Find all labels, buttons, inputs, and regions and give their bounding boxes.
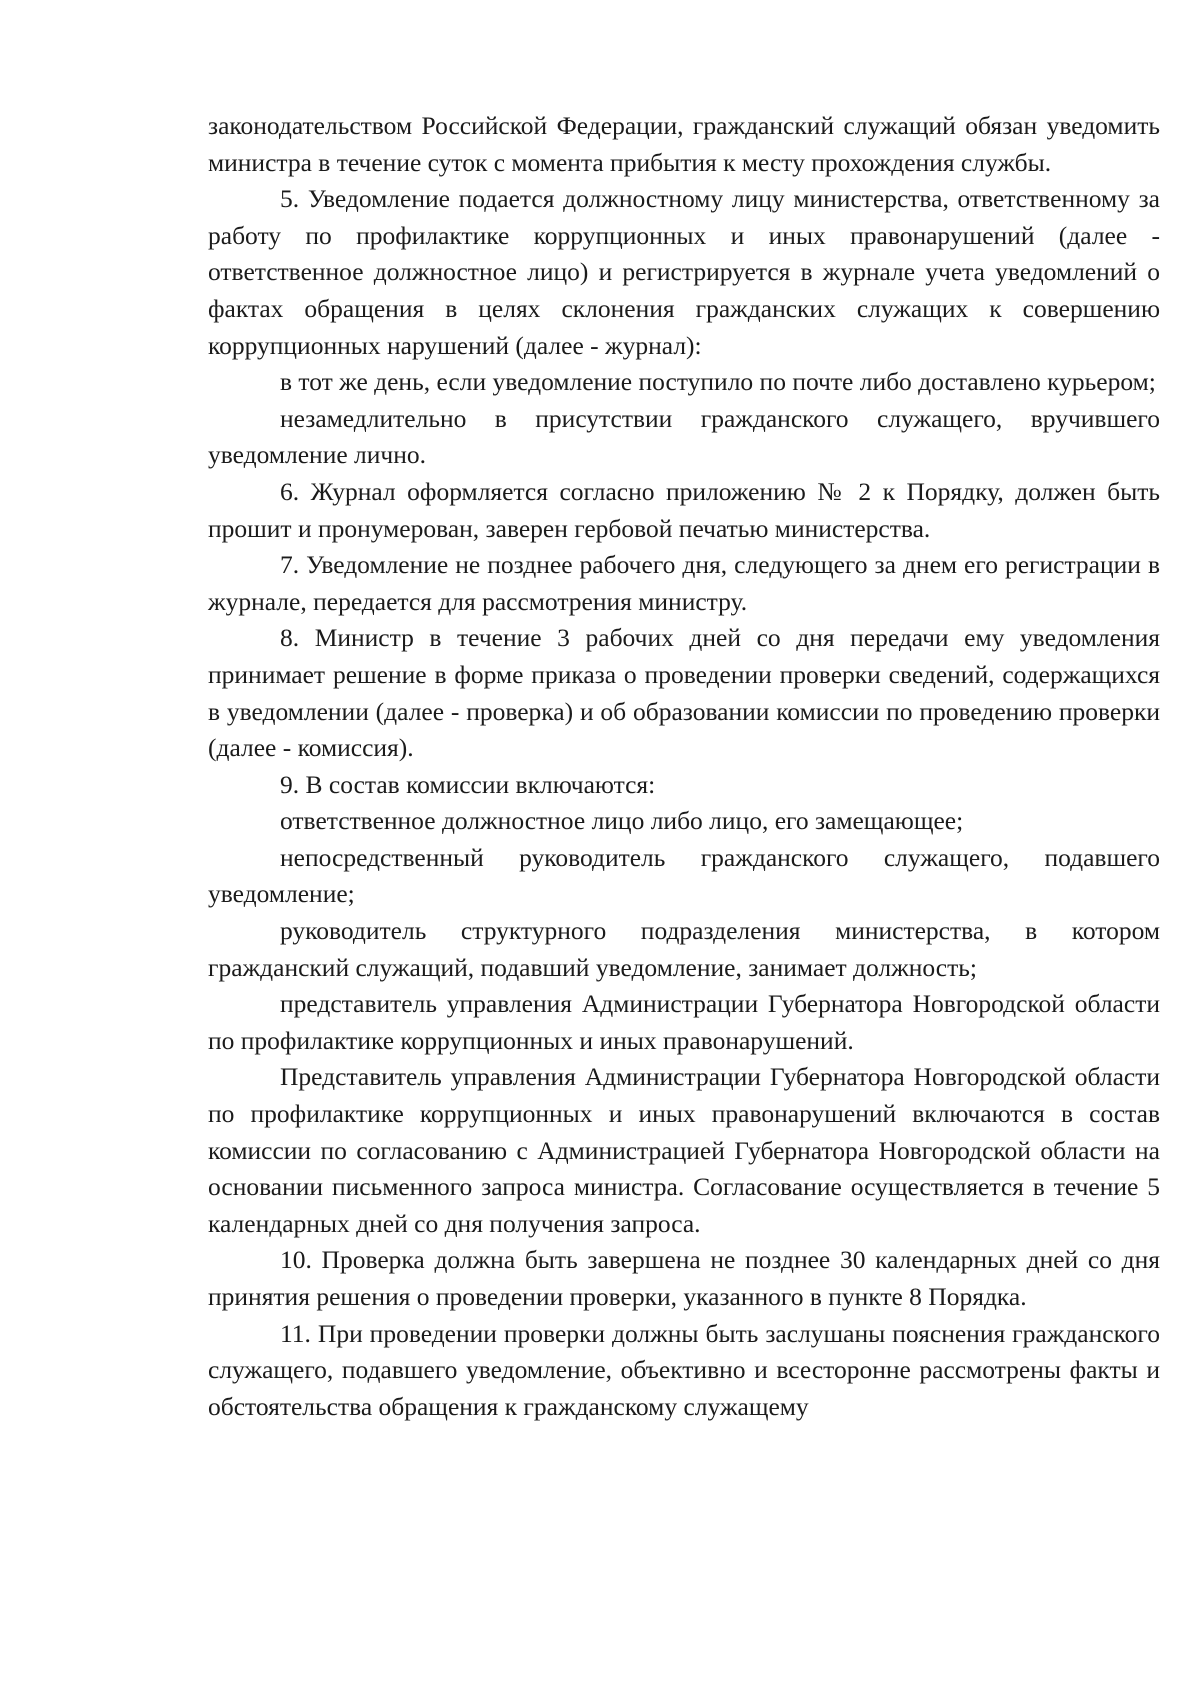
paragraph-commission-member-1: ответственное должностное лицо либо лицо, его замещающее; — [280, 806, 964, 836]
document-body — [208, 108, 1160, 1425]
paragraph-continuation: законодательством Российской Федерации, гражданский служащий обязан уведомить министра в течение суток с момента прибытия к месту прохождения службы. — [208, 111, 1160, 177]
paragraph-commission-member-2: непосредственный руководитель гражданского служащего, подавшего уведомление; — [208, 842, 1160, 909]
paragraph-item-9: 9. В состав комиссии включаются: — [280, 769, 656, 799]
paragraph-commission-member-3: руководитель структурного подразделения министерства, в котором гражданский служащий, подавший уведомление, занимает должность; — [208, 916, 1160, 982]
paragraph-item-5: 5. Уведомление подается должностному лицу министерства, ответственному за работу по профилактике коррупционных и иных правонарушений (далее - ответственное должностное лицо) и регистрируется в журнале учета уведомлений о фактах обращения в целях склонения гражданских служащих к совершению коррупционных нарушений (далее - журнал): — [208, 184, 1160, 360]
paragraph-representative-inclusion: Представитель управления Администрации Губернатора Новгородской области по профилактике коррупционных и иных правонарушений включаются в состав комиссии по согласованию с Администрацией Губернатора Новгородской области на основании письменного запроса министра. Согласование осуществляется в течение 5 календарных дней со дня получения запроса. — [208, 1062, 1160, 1238]
paragraph-item-7: 7. Уведомление не позднее рабочего дня, следующего за днем его регистрации в журнале, передается для рассмотрения министру. — [208, 550, 1160, 616]
paragraph-mail-courier: в тот же день, если уведомление поступило по почте либо доставлено курьером; — [280, 367, 1156, 397]
paragraph-commission-member-4: представитель управления Администрации Губернатора Новгородской области по профилактике коррупционных и иных правонарушений. — [208, 989, 1160, 1055]
paragraph-item-8: 8. Министр в течение 3 рабочих дней со дня передачи ему уведомления принимает решение в форме приказа о проведении проверки сведений, содержащихся в уведомлении (далее - проверка) и об образовании комиссии по проведению проверки (далее - комиссия). — [208, 623, 1160, 763]
paragraph-item-10: 10. Проверка должна быть завершена не позднее 30 календарных дней со дня принятия решения о проведении проверки, указанного в пункте 8 Порядка. — [208, 1245, 1160, 1311]
paragraph-item-11: 11. При проведении проверки должны быть заслушаны пояснения гражданского служащего, подавшего уведомление, объективно и всесторонне рассмотрены факты и обстоятельства обращения к гражданскому служащему — [208, 1318, 1160, 1421]
paragraph-in-person: незамедлительно в присутствии гражданского служащего, вручившего уведомление лично. — [208, 403, 1160, 470]
paragraph-item-6: 6. Журнал оформляется согласно приложению № 2 к Порядку, должен быть прошит и пронумерован, заверен гербовой печатью министерства. — [208, 476, 1160, 543]
